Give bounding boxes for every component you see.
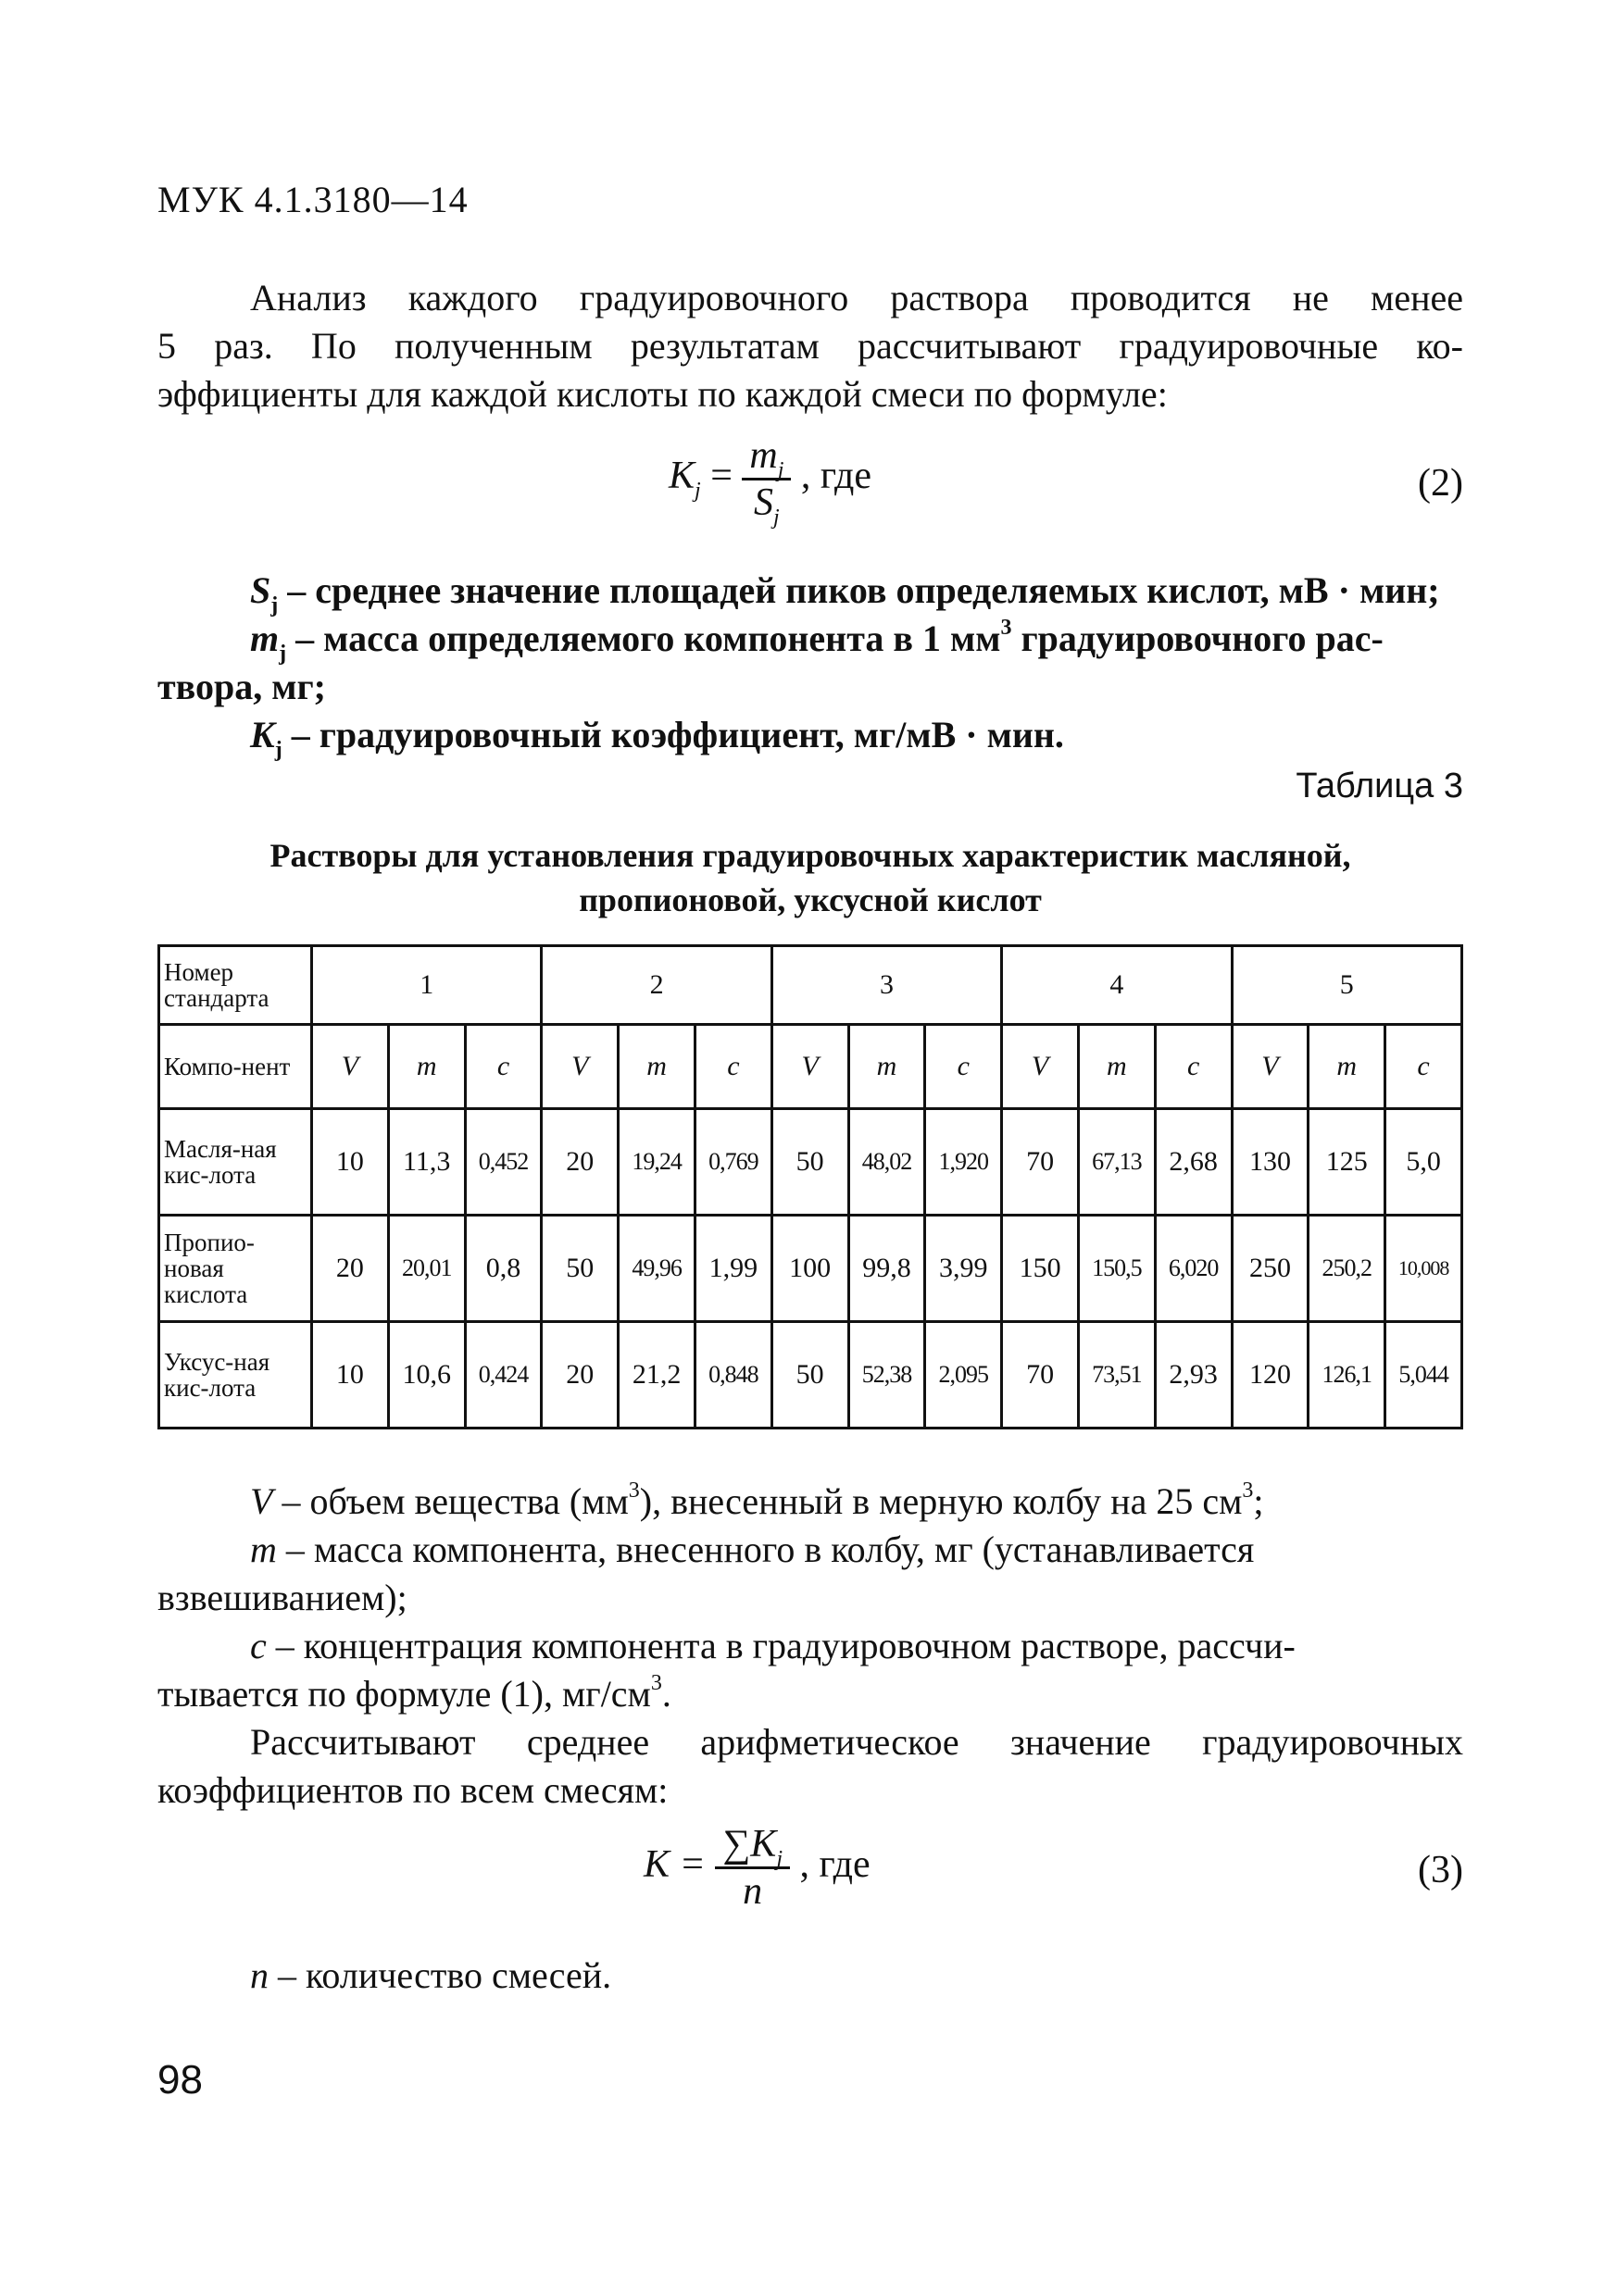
table-cell: 100 (771, 1216, 848, 1322)
data-table (157, 944, 1463, 1429)
table-cell: 48,02 (848, 1109, 925, 1216)
table-title-line: пропионовой, уксусной кислот (579, 881, 1042, 918)
denominator-sub: j (773, 505, 780, 530)
table-cell: 20,01 (388, 1216, 465, 1322)
column-c: c (1155, 1025, 1232, 1109)
table-cell: 1,920 (925, 1109, 1002, 1216)
column-c: c (925, 1025, 1002, 1109)
table-cell: 99,8 (848, 1216, 925, 1322)
formula-tail: , где (799, 1843, 871, 1887)
formula-2: $K_j$ = $\frac{m_j}{S_j}$ , где (669, 434, 872, 530)
table-cell: 5,044 (1385, 1322, 1462, 1429)
fraction-denominator: n (743, 1870, 763, 1913)
table-cell: 50 (542, 1216, 619, 1322)
document-code: МУК 4.1.3180—14 (157, 179, 469, 220)
table-title-line: Растворы для установления градуировочных характеристик масляной, (269, 837, 1351, 874)
table-cell: 10,6 (388, 1322, 465, 1429)
table-cell: 250,2 (1309, 1216, 1385, 1322)
formula-lhs: K (669, 455, 695, 498)
table-cell: 70 (1002, 1322, 1079, 1429)
paragraph-line: Рассчитывают среднее арифметическое значение градуировочных (250, 1721, 1463, 1763)
numerator-sub: j (777, 458, 784, 482)
table-cell: 2,68 (1155, 1109, 1232, 1216)
table-row (159, 1322, 1462, 1429)
table-cell: 0,8 (465, 1216, 542, 1322)
table-cell: 73,51 (1078, 1322, 1155, 1429)
table-header-label: Номер стандарта (159, 946, 312, 1025)
formula-fraction (742, 433, 791, 530)
definition-n: n – количество смесей. (250, 1954, 612, 1996)
table-cell: 0,769 (695, 1109, 771, 1216)
paragraph-line: Анализ каждого градуировочного раствора проводится не менее (250, 277, 1463, 318)
standard-number: 2 (542, 946, 771, 1025)
definition-k: $K_j$ – градуировочный коэффициент, мг/мВ · мин. (250, 714, 1064, 762)
table-cell: 130 (1232, 1109, 1309, 1216)
table-cell: 0,848 (695, 1322, 771, 1429)
standard-number: 1 (312, 946, 542, 1025)
formula-sub: j (695, 479, 701, 504)
column-m: m (1078, 1025, 1155, 1109)
definitions-formula-3 (157, 1952, 1463, 2000)
table-cell: 11,3 (388, 1109, 465, 1216)
table-cell: 125 (1309, 1109, 1385, 1216)
column-c: c (465, 1025, 542, 1109)
formula-tail: , где (800, 455, 872, 498)
paragraph-line: коэффициентов по всем смесям: (157, 1769, 669, 1811)
table-cell: 20 (312, 1216, 389, 1322)
definition-v: V – объем вещества $(мм^3)$, внесенный в мерную колбу на 25 $см^3$; (250, 1479, 1264, 1522)
column-m: m (388, 1025, 465, 1109)
column-v: V (771, 1025, 848, 1109)
table-cell: 2,095 (925, 1322, 1002, 1429)
table-cell: 20 (542, 1109, 619, 1216)
column-m: m (848, 1025, 925, 1109)
column-c: c (1385, 1025, 1462, 1109)
table-header-row (159, 946, 1462, 1025)
column-v: V (1232, 1025, 1309, 1109)
definition-mass: m – масса компонента, внесенного в колбу, мг (устанавливается (250, 1529, 1255, 1570)
table-row (159, 1109, 1462, 1216)
page-number: 98 (157, 2057, 203, 2103)
table-cell: 3,99 (925, 1216, 1002, 1322)
table-cell: 52,38 (848, 1322, 925, 1429)
formula-3 (644, 1822, 871, 1914)
table-cell: 6,020 (1155, 1216, 1232, 1322)
standard-number: 3 (771, 946, 1001, 1025)
formula-fraction (715, 1822, 790, 1914)
table-title (157, 833, 1463, 922)
table-subheader-label: Компо-нент (159, 1025, 312, 1109)
table-cell: 70 (1002, 1109, 1079, 1216)
standard-number: 5 (1232, 946, 1461, 1025)
table-cell: 0,452 (465, 1109, 542, 1216)
definition-c-cont: тывается по формуле (1), $мг/см^3$. (157, 1671, 671, 1715)
table-cell: 2,93 (1155, 1322, 1232, 1429)
table-cell: 250 (1232, 1216, 1309, 1322)
table-cell: 5,0 (1385, 1109, 1462, 1216)
row-component-name: Уксус-ная кис-лота (159, 1322, 312, 1429)
fraction-denominator: S (754, 481, 774, 524)
definition-c: c – концентрация компонента в градуировочном растворе, рассчи- (250, 1625, 1296, 1666)
table-row (159, 1216, 1462, 1322)
table-cell: 0,424 (465, 1322, 542, 1429)
equation-number-3: (3) (1418, 1849, 1463, 1891)
fraction-numerator: m (749, 434, 778, 477)
paragraph-average (157, 1718, 1463, 1815)
formula-lhs: K = (644, 1843, 706, 1887)
table-cell: 50 (771, 1109, 848, 1216)
definition-m-cont: твора, мг; (157, 666, 326, 707)
table-cell: 150 (1002, 1216, 1079, 1322)
column-v: V (542, 1025, 619, 1109)
table-cell: 49,96 (619, 1216, 695, 1322)
definitions-formula-2 (157, 567, 1463, 762)
row-component-name: Пропио-новая кислота (159, 1216, 312, 1322)
equation-number-2: (2) (1418, 462, 1463, 505)
definition-m: $m_j$ – масса определяемого компонента в 1 $мм^3$ градуировочного рас- (250, 616, 1384, 666)
definitions-table (157, 1478, 1463, 1718)
table-cell: 19,24 (619, 1109, 695, 1216)
paragraph-line: эффициенты для каждой кислоты по каждой смеси по формуле: (157, 373, 1168, 415)
definition-s: $S_j$ – среднее значение площадей пиков определяемых кислот, мВ · мин; (250, 569, 1440, 618)
table-cell: 21,2 (619, 1322, 695, 1429)
row-component-name: Масля-ная кис-лота (159, 1109, 312, 1216)
column-c: c (695, 1025, 771, 1109)
column-v: V (312, 1025, 389, 1109)
column-v: V (1002, 1025, 1079, 1109)
table-label: Таблица 3 (1296, 767, 1463, 805)
table-cell: 20 (542, 1322, 619, 1429)
table-cell: 150,5 (1078, 1216, 1155, 1322)
table-cell: 126,1 (1309, 1322, 1385, 1429)
standard-number: 4 (1002, 946, 1232, 1025)
column-m: m (619, 1025, 695, 1109)
column-m: m (1309, 1025, 1385, 1109)
table-cell: 67,13 (1078, 1109, 1155, 1216)
definition-mass-cont: взвешиванием); (157, 1577, 407, 1618)
table-cell: 120 (1232, 1322, 1309, 1429)
table-cell: 1,99 (695, 1216, 771, 1322)
table-cell: 10,008 (1385, 1216, 1462, 1322)
numerator-sub: j (776, 1847, 783, 1871)
paragraph-line: 5 раз. По полученным результатам рассчитывают градуировочные ко- (157, 325, 1463, 367)
table-cell: 10 (312, 1109, 389, 1216)
table-cell: 50 (771, 1322, 848, 1429)
paragraph-analysis (157, 274, 1463, 418)
table-subheader-row (159, 1025, 1462, 1109)
fraction-numerator: ∑K (722, 1823, 777, 1866)
table-cell: 10 (312, 1322, 389, 1429)
